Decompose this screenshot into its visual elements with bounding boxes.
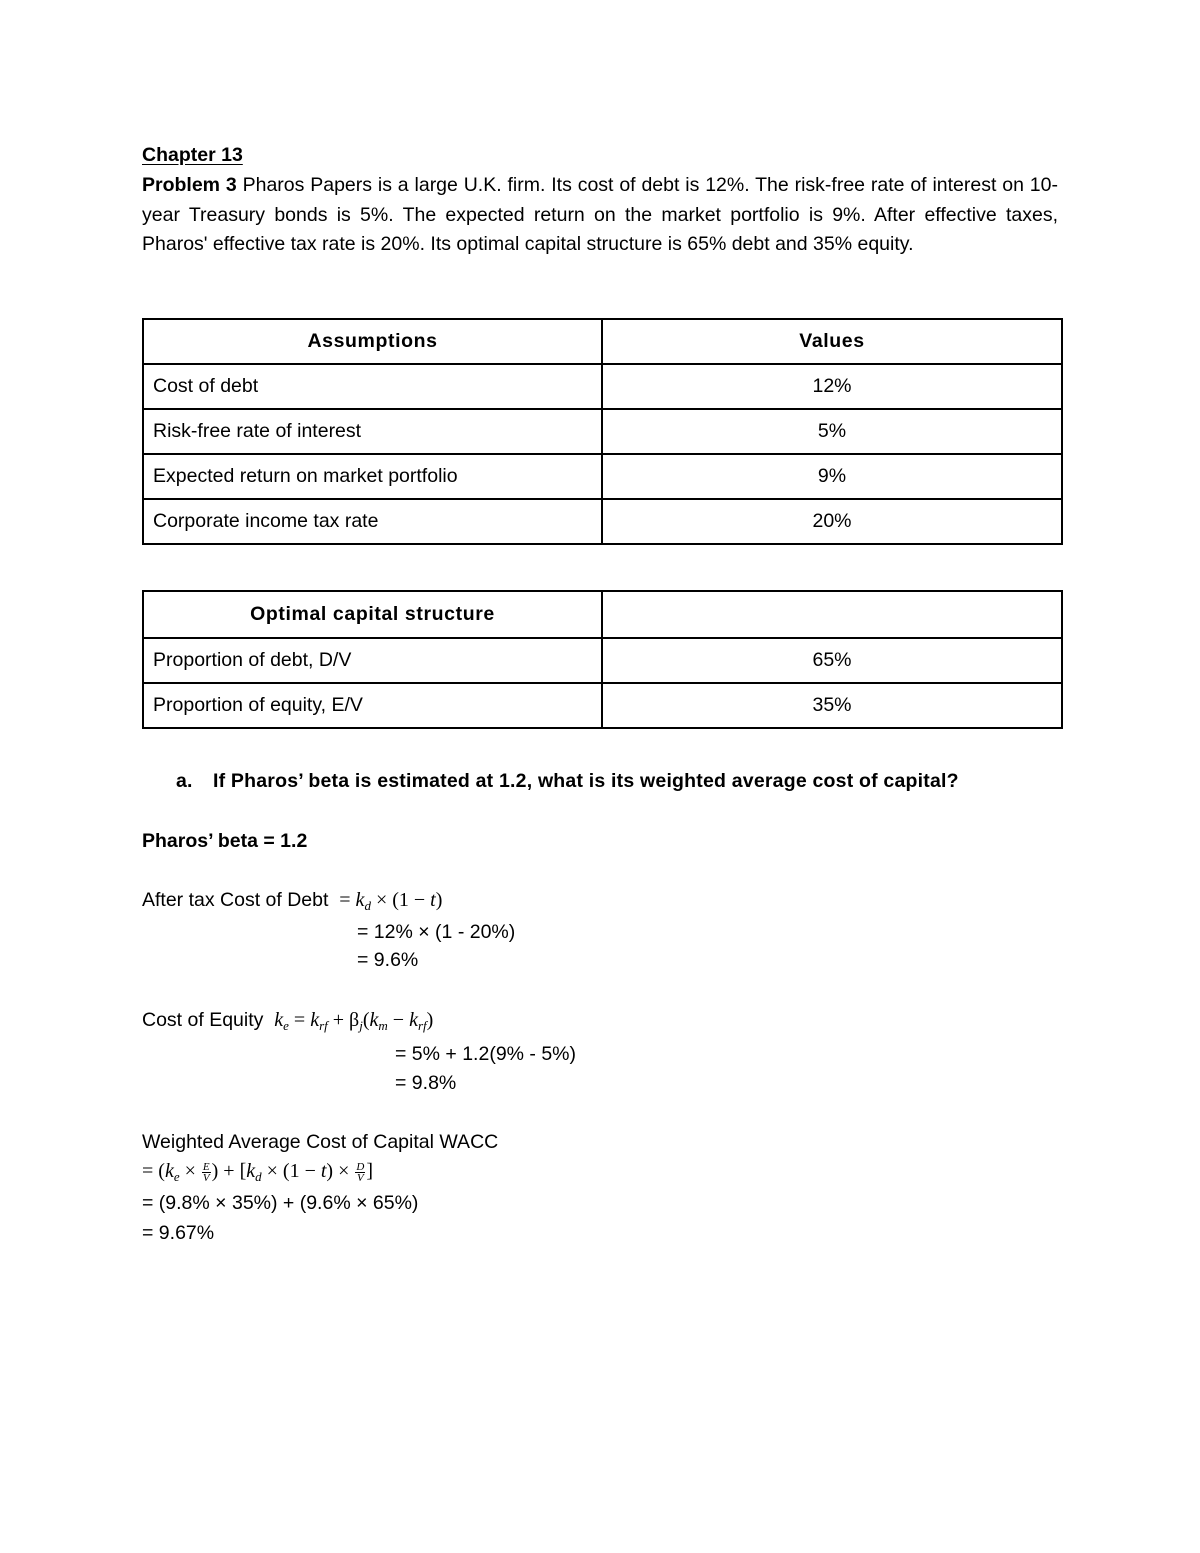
table-header-row — [143, 319, 1062, 364]
problem-statement — [142, 171, 1058, 260]
assumption-value: 9% — [602, 454, 1062, 499]
column-header-structure: Optimal capital structure — [143, 591, 602, 638]
assumption-label: Risk-free rate of interest — [143, 409, 602, 454]
assumptions-table — [142, 318, 1063, 545]
assumption-value: 12% — [602, 364, 1062, 409]
cost-of-equity-result: = 9.8% — [395, 1072, 457, 1094]
wacc-step1: = (9.8% × 35%) + (9.6% × 65%) — [142, 1192, 419, 1214]
structure-value: 35% — [602, 683, 1062, 728]
table-row — [143, 499, 1062, 544]
assumption-value: 20% — [602, 499, 1062, 544]
problem-text: Pharos Papers is a large U.K. firm. Its cost of debt is 12%. The risk-free rate of interest on 10-year Treasury bonds is 5%. The expected return on the market portfolio is 9%. After effective taxes, Pharos' effective tax rate is 20%. Its optimal capital structure is 65% debt and 35% equity. — [142, 174, 1058, 256]
cost-of-debt-step1: = 12% × (1 - 20%) — [357, 921, 516, 943]
wacc-label: Weighted Average Cost of Capital WACC — [142, 1131, 499, 1153]
column-header-blank — [602, 591, 1062, 638]
column-header-assumptions: Assumptions — [143, 319, 602, 364]
beta-line: Pharos’ beta = 1.2 — [142, 830, 308, 852]
cost-of-equity-line — [142, 1007, 433, 1039]
assumption-value: 5% — [602, 409, 1062, 454]
chapter-heading: Chapter 13 — [142, 144, 243, 166]
cost-of-debt-result: = 9.6% — [357, 949, 419, 971]
wacc-result: = 9.67% — [142, 1222, 215, 1244]
table-row — [143, 454, 1062, 499]
capital-structure-table — [142, 590, 1063, 729]
column-header-values: Values — [602, 319, 1062, 364]
table-row — [143, 364, 1062, 409]
table-row — [143, 683, 1062, 728]
structure-label: Proportion of equity, E/V — [143, 683, 602, 728]
cost-of-debt-label: After tax Cost of Debt — [142, 889, 329, 911]
question-label: a. — [176, 770, 193, 792]
assumption-label: Expected return on market portfolio — [143, 454, 602, 499]
problem-label: Problem 3 — [142, 174, 237, 196]
table-header-row — [143, 591, 1062, 638]
table-row — [143, 409, 1062, 454]
assumption-label: Corporate income tax rate — [143, 499, 602, 544]
assumption-label: Cost of debt — [143, 364, 602, 409]
structure-value: 65% — [602, 638, 1062, 683]
cost-of-equity-step1: = 5% + 1.2(9% - 5%) — [395, 1043, 577, 1065]
wacc-formula: = ($k_e$ × $\frac{E}{V}$ ) + [$k_d \times (1 - t)$ × $\frac{D}{V}$ ] — [142, 1160, 373, 1184]
table-row — [143, 638, 1062, 683]
cost-of-debt-formula: = $k_d \times (1 - t)$ — [339, 889, 443, 913]
question-text: If Pharos’ beta is estimated at 1.2, what is its weighted average cost of capital? — [213, 770, 959, 792]
cost-of-equity-formula: $k_e = k_{rf} + \beta_j(k_m - k_{rf})$ — [274, 1009, 434, 1033]
cost-of-debt-line — [142, 887, 442, 919]
question-a — [176, 768, 959, 794]
structure-label: Proportion of debt, D/V — [143, 638, 602, 683]
cost-of-equity-label: Cost of Equity — [142, 1009, 264, 1031]
